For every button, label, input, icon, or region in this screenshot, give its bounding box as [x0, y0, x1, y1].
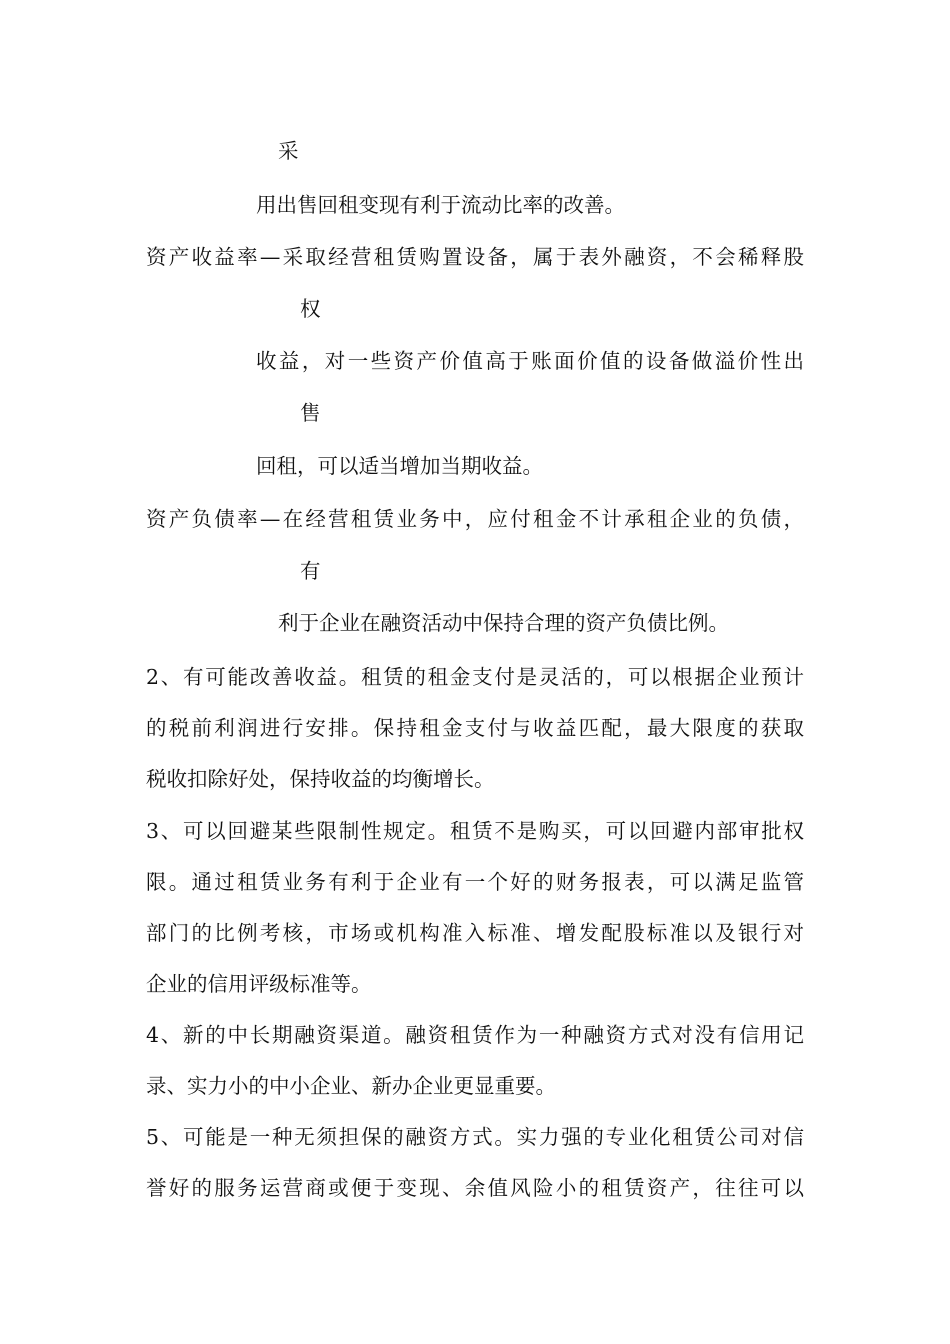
text-line: 录、实力小的中小企业、新办企业更显重要。	[146, 1074, 556, 1098]
text-line: 回租，可以适当增加当期收益。	[256, 454, 543, 478]
text-line: 采	[278, 139, 299, 163]
text-line: 部门的比例考核，市场或机构准入标准、增发配股标准以及银行对	[146, 921, 804, 945]
text-line: 售	[300, 401, 321, 425]
text-line: 有	[300, 559, 321, 583]
text-line: 3、可以回避某些限制性规定。租赁不是购买，可以回避内部审批权	[146, 819, 804, 843]
text-line: 资产负债率—在经营租赁业务中，应付租金不计承租企业的负债，	[146, 507, 804, 531]
text-line: 2、有可能改善收益。租赁的租金支付是灵活的，可以根据企业预计	[146, 665, 804, 689]
text-line: 的税前利润进行安排。保持租金支付与收益匹配，最大限度的获取	[146, 716, 804, 740]
text-line: 权	[300, 297, 321, 321]
text-line: 誉好的服务运营商或便于变现、余值风险小的租赁资产，往往可以	[146, 1176, 804, 1200]
text-line: 4、新的中长期融资渠道。融资租赁作为一种融资方式对没有信用记	[146, 1023, 804, 1047]
text-line: 税收扣除好处，保持收益的均衡增长。	[146, 767, 495, 791]
text-line: 用出售回租变现有利于流动比率的改善。	[256, 193, 625, 217]
text-line: 企业的信用评级标准等。	[146, 972, 372, 996]
text-line: 限。通过租赁业务有利于企业有一个好的财务报表，可以满足监管	[146, 870, 804, 894]
text-line: 利于企业在融资活动中保持合理的资产负债比例。	[278, 611, 729, 635]
text-line: 收益，对一些资产价值高于账面价值的设备做溢价性出	[256, 349, 804, 373]
text-line: 资产收益率—采取经营租赁购置设备，属于表外融资，不会稀释股	[146, 245, 804, 269]
text-line: 5、可能是一种无须担保的融资方式。实力强的专业化租赁公司对信	[146, 1125, 804, 1149]
